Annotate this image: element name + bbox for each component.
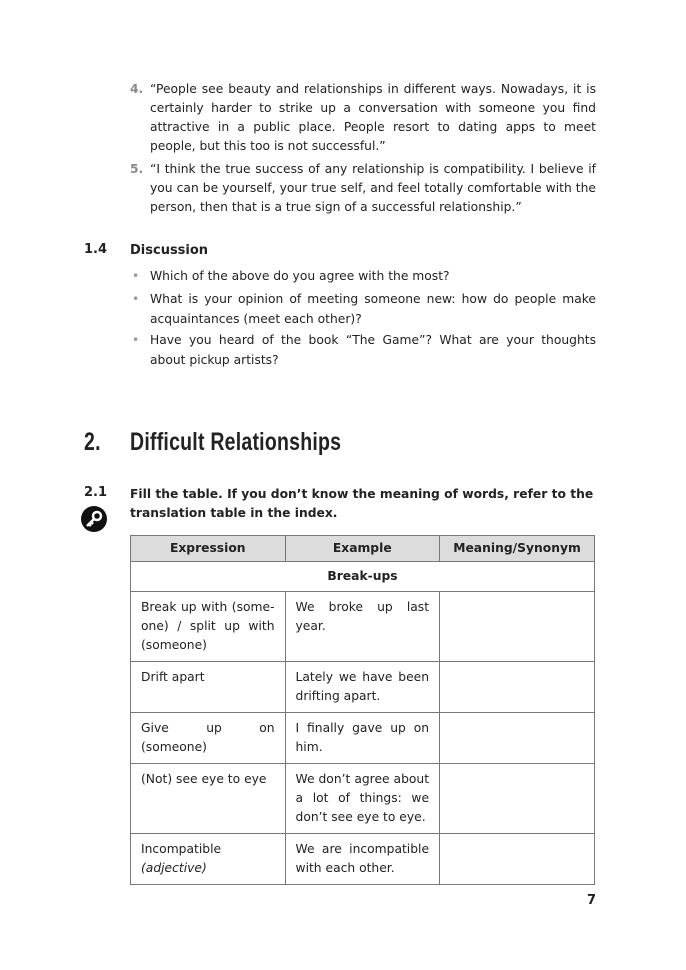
example-cell: I finally gave up on him.: [285, 713, 440, 764]
bullet-text: What is your opinion of meeting someone new: how do people make acquaintances (meet each other)?: [150, 292, 596, 326]
expression-cell: [131, 834, 286, 885]
bullet-icon: •: [132, 292, 140, 306]
page-number: 7: [587, 893, 597, 908]
quote-text: “People see beauty and relationships in different ways. Nowadays, it is certainly harder to strike up a conversation with someone you find attractive in a public place. People resort to dating apps to meet people, but this too is not successful.”: [150, 82, 596, 153]
quote-item: [130, 160, 596, 217]
expression-cell: Give up on (someone): [131, 713, 286, 764]
section-title: Discussion: [130, 243, 209, 258]
bullet-icon: •: [132, 269, 140, 283]
example-cell: We don’t agree about a lot of things: we don’t see eye to eye.: [285, 764, 440, 834]
quote-text: “I think the true success of any relationship is compatibility. I believe if you can be yourself, your true self, and feel totally comfortable with the person, then that is a true sign of a successful relationship.”: [150, 162, 596, 214]
table-row: [131, 834, 595, 885]
header-meaning: Meaning/Synonym: [440, 536, 595, 562]
table-row: [131, 592, 595, 662]
chapter-title: Difficult Relationships: [130, 428, 342, 456]
meaning-cell[interactable]: [440, 713, 595, 764]
header-example: Example: [285, 536, 440, 562]
expression-cell: Drift apart: [131, 662, 286, 713]
header-expression: Expression: [131, 536, 286, 562]
example-cell: Lately we have been drifting apart.: [285, 662, 440, 713]
vocabulary-table: [130, 535, 595, 885]
bullet-icon: •: [132, 333, 140, 347]
item-number: 5.: [130, 162, 144, 176]
bullet-text: Have you heard of the book “The Game”? What are your thoughts about pickup artists?: [150, 333, 596, 367]
expression-cell: (Not) see eye to eye: [131, 764, 286, 834]
exercise-instruction: Fill the table. If you don’t know the meaning of words, refer to the translation table in the index.: [130, 487, 594, 520]
item-number: 4.: [130, 82, 144, 96]
example-cell: We are incompatible with each other.: [285, 834, 440, 885]
bullet-item: [132, 331, 596, 370]
expression-note: (adjective): [141, 861, 207, 875]
table-header-row: [131, 536, 595, 562]
expression-text: Incompatible: [141, 842, 222, 856]
quote-item: [130, 80, 596, 156]
exercise-number: 2.1: [84, 485, 108, 500]
subheader: Break-ups: [131, 562, 595, 592]
expression-cell: Break up with (some-one) / split up with (someone): [131, 592, 286, 662]
meaning-cell[interactable]: [440, 834, 595, 885]
section-number: 1.4: [84, 242, 108, 257]
bullet-text: Which of the above do you agree with the most?: [150, 269, 450, 283]
meaning-cell[interactable]: [440, 592, 595, 662]
key-icon: [81, 506, 107, 532]
chapter-number: 2.: [84, 428, 101, 456]
table-row: [131, 713, 595, 764]
bullet-item: [132, 267, 596, 287]
example-cell: We broke up last year.: [285, 592, 440, 662]
table-row: [131, 764, 595, 834]
meaning-cell[interactable]: [440, 764, 595, 834]
table-subheader-row: [131, 562, 595, 592]
bullet-item: [132, 290, 596, 329]
meaning-cell[interactable]: [440, 662, 595, 713]
table-row: [131, 662, 595, 713]
